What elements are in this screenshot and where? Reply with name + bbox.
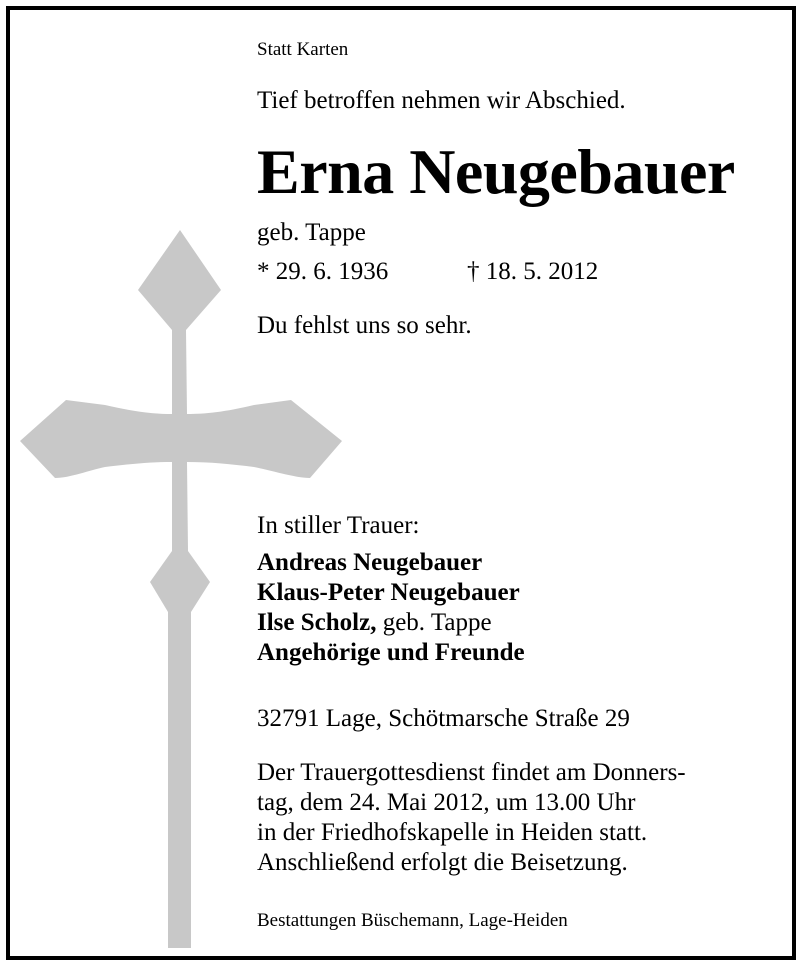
mourner-name: Angehörige und Freunde — [257, 639, 525, 666]
mourner-item — [257, 578, 525, 608]
deceased-name: Erna Neugebauer — [257, 136, 735, 207]
mourner-item — [257, 548, 525, 578]
mourner-suffix: geb. Tappe — [376, 609, 492, 636]
service-info — [257, 758, 686, 878]
birth-date: * 29. 6. 1936 — [257, 258, 389, 285]
undertaker-text: Bestattungen Büschemann, Lage-Heiden — [257, 910, 568, 931]
mourning-label: In stiller Trauer: — [257, 512, 420, 539]
service-line: Der Trauergottesdienst findet am Donners- — [257, 759, 686, 786]
mourner-name: Klaus-Peter Neugebauer — [257, 579, 520, 606]
mourner-name: Andreas Neugebauer — [257, 549, 483, 576]
address-text: 32791 Lage, Schötmarsche Straße 29 — [257, 705, 630, 732]
mourners-list — [257, 548, 525, 668]
service-line: Anschließend erfolgt die Beisetzung. — [257, 849, 628, 876]
maiden-name: geb. Tappe — [257, 219, 366, 246]
service-line: tag, dem 24. Mai 2012, um 13.00 Uhr — [257, 789, 636, 816]
header-text: Statt Karten — [257, 39, 349, 60]
mourner-item — [257, 638, 525, 668]
mourner-item — [257, 608, 525, 638]
service-line: in der Friedhofskapelle in Heiden statt. — [257, 819, 648, 846]
intro-text: Tief betroffen nehmen wir Abschied. — [257, 87, 626, 114]
death-date: † 18. 5. 2012 — [467, 258, 599, 285]
mourner-name: Ilse Scholz, — [257, 609, 377, 636]
quote-text: Du fehlst uns so sehr. — [257, 312, 472, 339]
